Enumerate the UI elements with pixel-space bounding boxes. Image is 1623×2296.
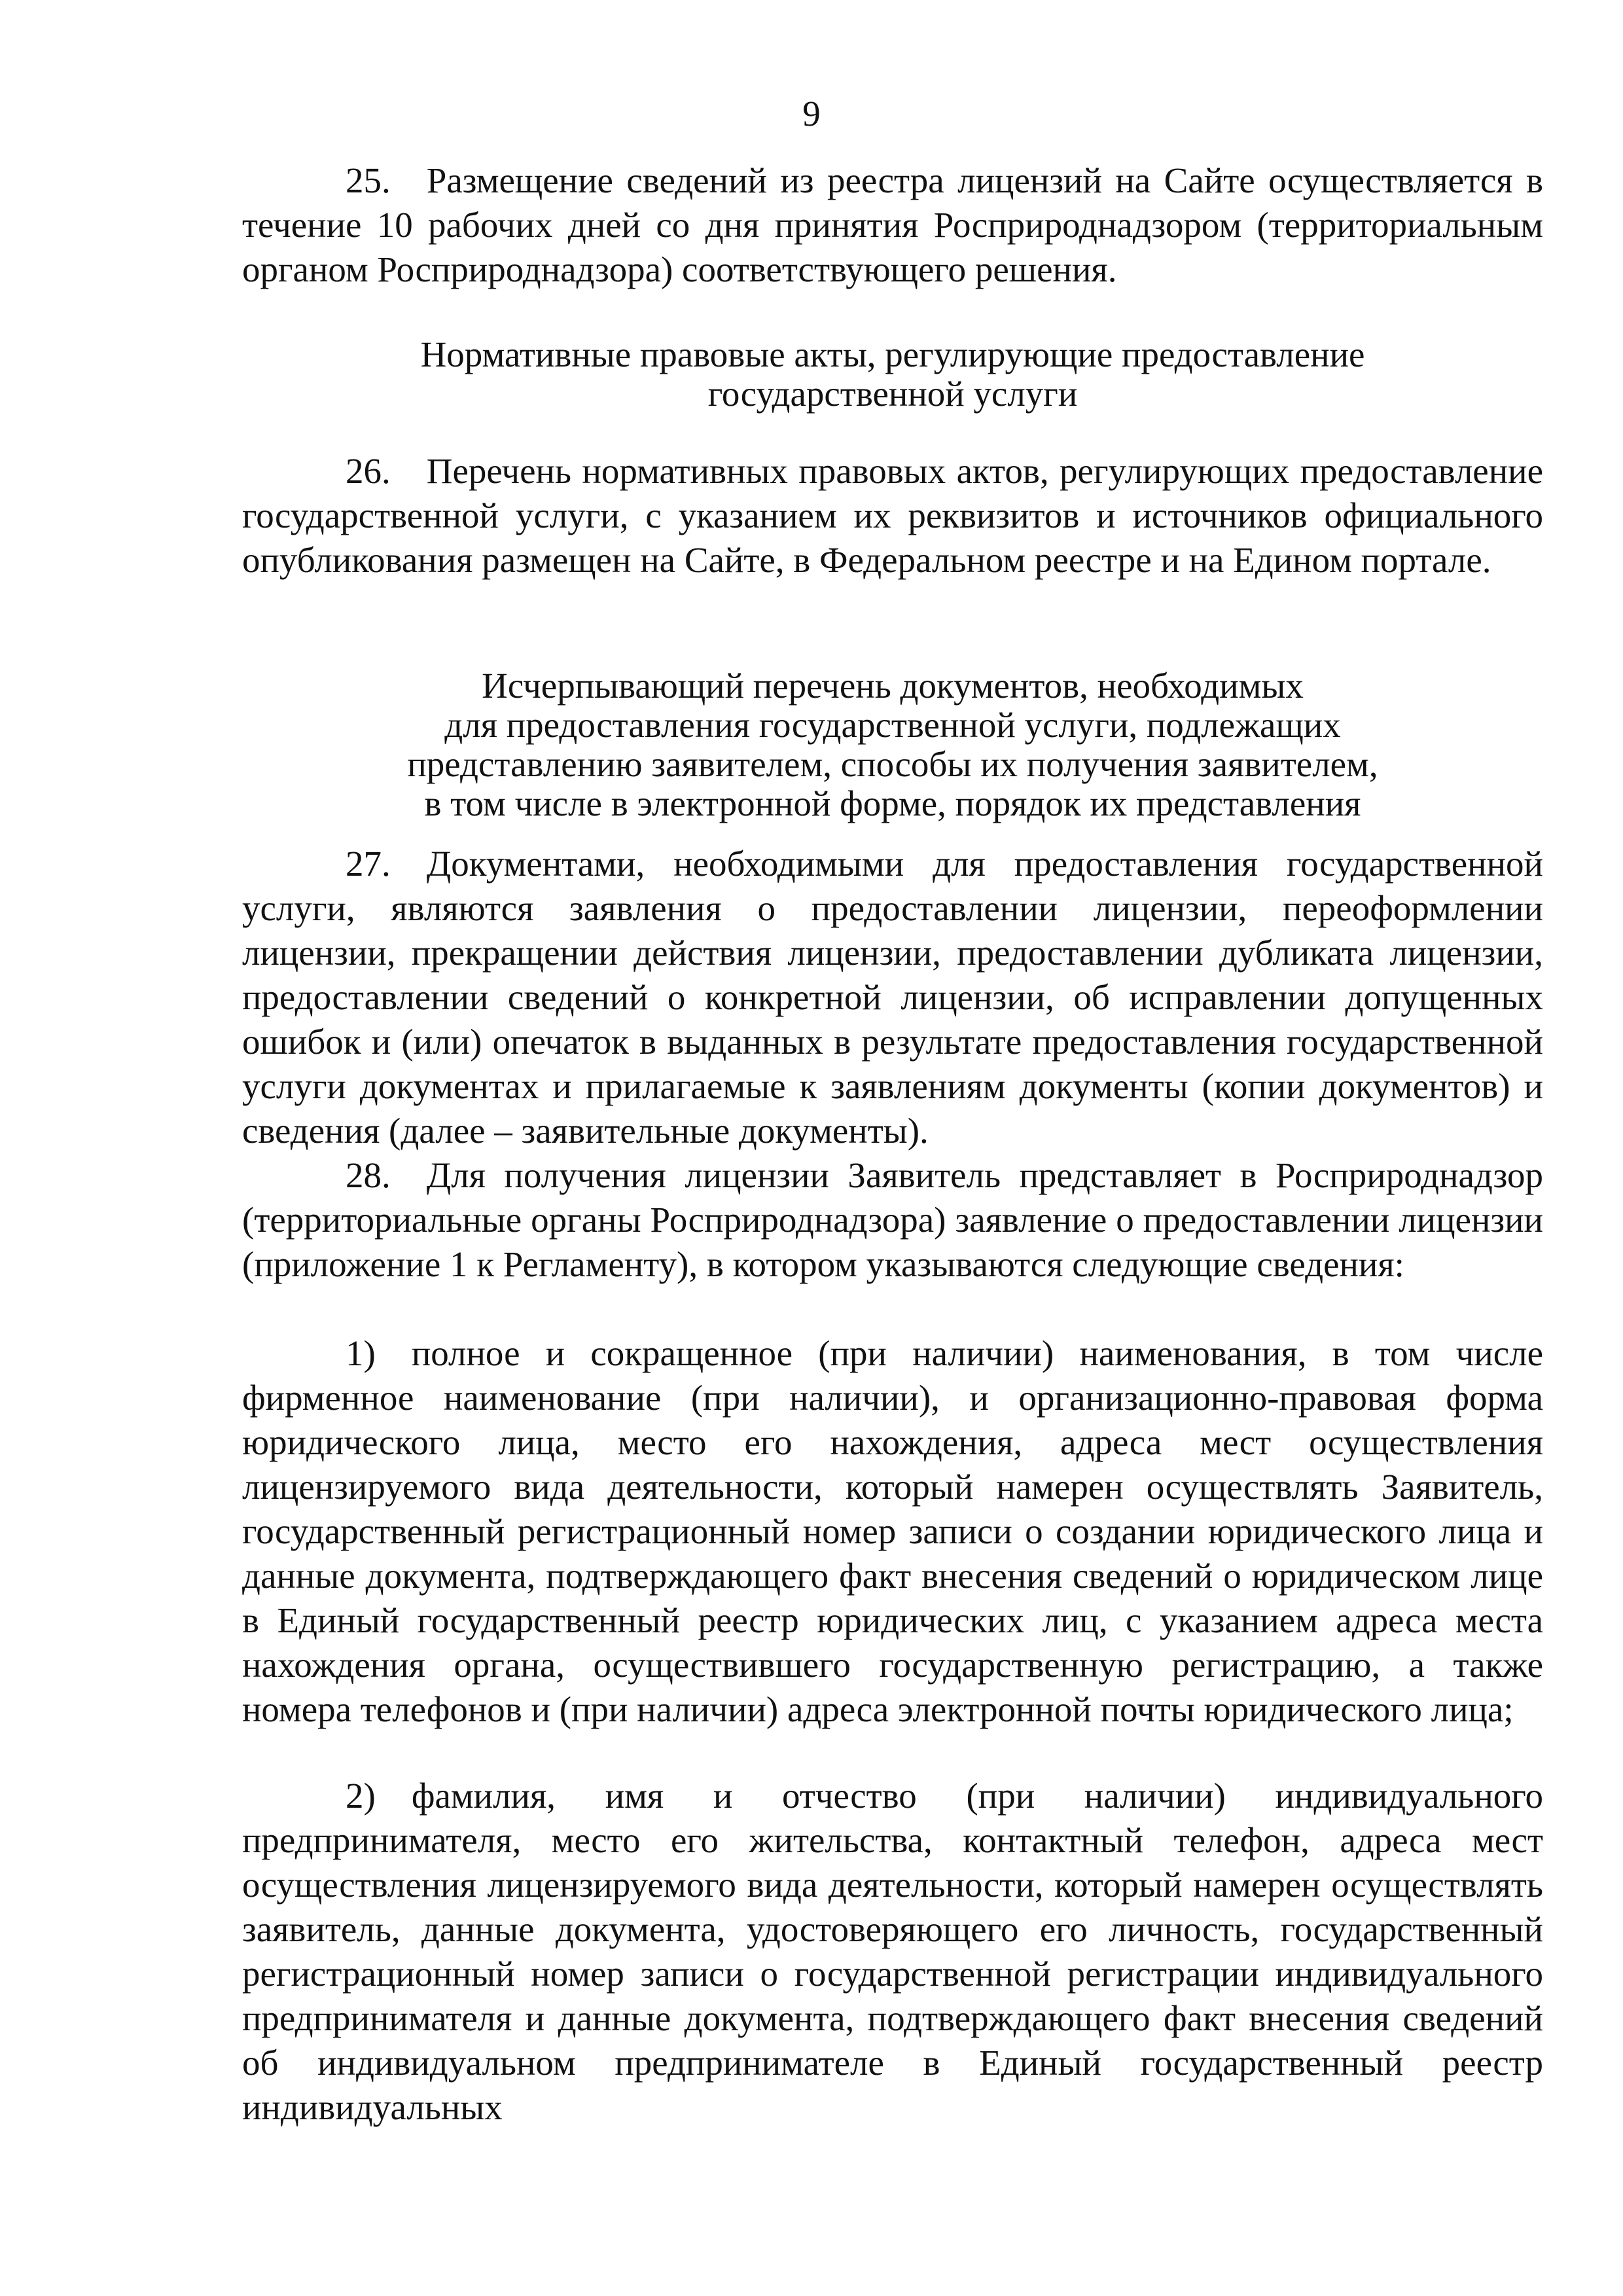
page-number: 9: [802, 94, 821, 134]
heading-line: Нормативные правовые акты, регулирующие предоставление: [420, 334, 1365, 374]
paragraph-28-item-1: 1) полное и сокращенное (при наличии) наименования, в том числе фирменное наименование (при наличии), и организационно-правовая форма юридического лица, место его нахождения, адреса мест осуществления лицензируемого вида деятельности, который намерен осуществлять Заявитель, государственный регистрационный номер записи о создании юридического лица и данные документа, подтверждающего факт внесения сведений о юридическом лице в Единый государственный реестр юридических лиц, с указанием адреса места нахождения органа, осуществившего государственную регистрацию, а также номера телефонов и (при наличии) адреса электронной почты юридического лица;: [242, 1333, 1543, 1729]
heading-line: для предоставления государственной услуги, подлежащих: [444, 705, 1341, 745]
section-heading-normative-acts: [242, 335, 1543, 414]
heading-line: Исчерпывающий перечень документов, необходимых: [482, 666, 1304, 706]
paragraph-27: 27. Документами, необходимыми для предоставления государственной услуги, являются заявления о предоставлении лицензии, переоформлении лицензии, прекращении действия лицензии, предоставлении дубликата лицензии, предоставлении сведений о конкретной лицензии, об исправлении допущенных ошибок и (или) опечаток в выданных в результате предоставления государственной услуги документах и прилагаемые к заявлениям документы (копии документов) и сведения (далее – заявительные документы).: [242, 844, 1543, 1151]
paragraph-26: 26. Перечень нормативных правовых актов, регулирующих предоставление государственной услуги, с указанием их реквизитов и источников официального опубликования размещен на Сайте, в Федеральном реестре и на Едином портале.: [242, 451, 1543, 580]
paragraph-28-item-2: 2) фамилия, имя и отчество (при наличии) индивидуального предпринимателя, место его жительства, контактный телефон, адреса мест осуществления лицензируемого вида деятельности, который намерен осуществлять заявитель, данные документа, удостоверяющего его личность, государственный регистрационный номер записи о государственной регистрации индивидуального предпринимателя и данные документа, подтверждающего факт внесения сведений об индивидуальном предпринимателе в Единый государственный реестр индивидуальных: [242, 1776, 1543, 2127]
paragraph-25: 25. Размещение сведений из реестра лицензий на Сайте осуществляется в течение 10 рабочих дней со дня принятия Росприроднадзором (территориальным органом Росприроднадзора) соответствующего решения.: [242, 160, 1543, 289]
heading-line: государственной услуги: [707, 374, 1078, 414]
paragraph-28: 28. Для получения лицензии Заявитель представляет в Росприроднадзор (территориальные органы Росприроднадзора) заявление о предоставлении лицензии (приложение 1 к Регламенту), в котором указываются следующие сведения:: [242, 1155, 1543, 1284]
heading-line: в том числе в электронной форме, порядок их представления: [424, 783, 1361, 823]
section-heading-documents-list: [242, 666, 1543, 823]
heading-line: представлению заявителем, способы их получения заявителем,: [407, 744, 1378, 784]
